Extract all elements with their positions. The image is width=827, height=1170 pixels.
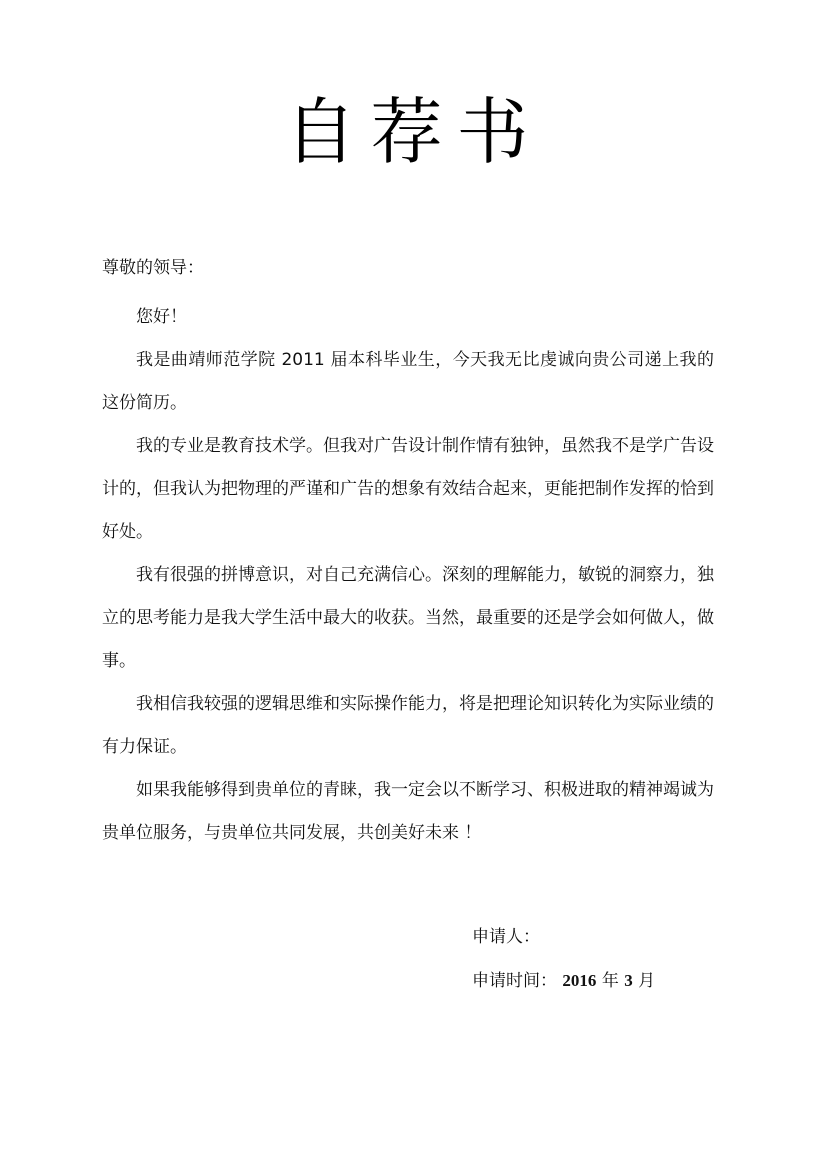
date-year-unit: 年 (601, 971, 619, 991)
date-line (472, 959, 655, 1003)
date-month-unit: 月 (638, 971, 656, 991)
applicant-label: 申请人： (472, 927, 540, 947)
signature-block (472, 916, 655, 1003)
salutation: 尊敬的领导： (102, 258, 204, 278)
paragraph-abilities: 我有很强的拼博意识，对自己充满信心。深刻的理解能力，敏锐的洞察力，独立的思考能力是我大学生活中最大的收获。当然，最重要的还是学会如何做人，做事。 (102, 565, 714, 671)
date-year: 2016 (562, 971, 597, 990)
paragraph-closing: 如果我能够得到贵单位的青睐，我一定会以不断学习、积极进取的精神竭诚为贵单位服务，与贵单位共同发展，共创美好未来 ！ (102, 780, 714, 843)
date-label: 申请时间： (472, 971, 557, 991)
paragraph-major: 我的专业是教育技术学。但我对广告设计制作情有独钟，虽然我不是学广告设计的，但我认为把物理的严谨和广告的想象有效结合起来，更能把制作发挥的恰到好处。 (102, 436, 714, 542)
paragraph-greeting: 您好！ (136, 307, 187, 327)
letter-body (102, 296, 714, 855)
date-month: 3 (624, 971, 633, 990)
paragraph-introduction: 我是曲靖师范学院 2011 届本科毕业生，今天我无比虔诚向贵公司递上我的这份简历。 (102, 350, 714, 413)
paragraph-confidence: 我相信我较强的逻辑思维和实际操作能力，将是把理论知识转化为实际业绩的有力保证。 (102, 694, 714, 757)
document-title: 自荐书 (284, 90, 543, 174)
applicant-line (472, 916, 655, 959)
